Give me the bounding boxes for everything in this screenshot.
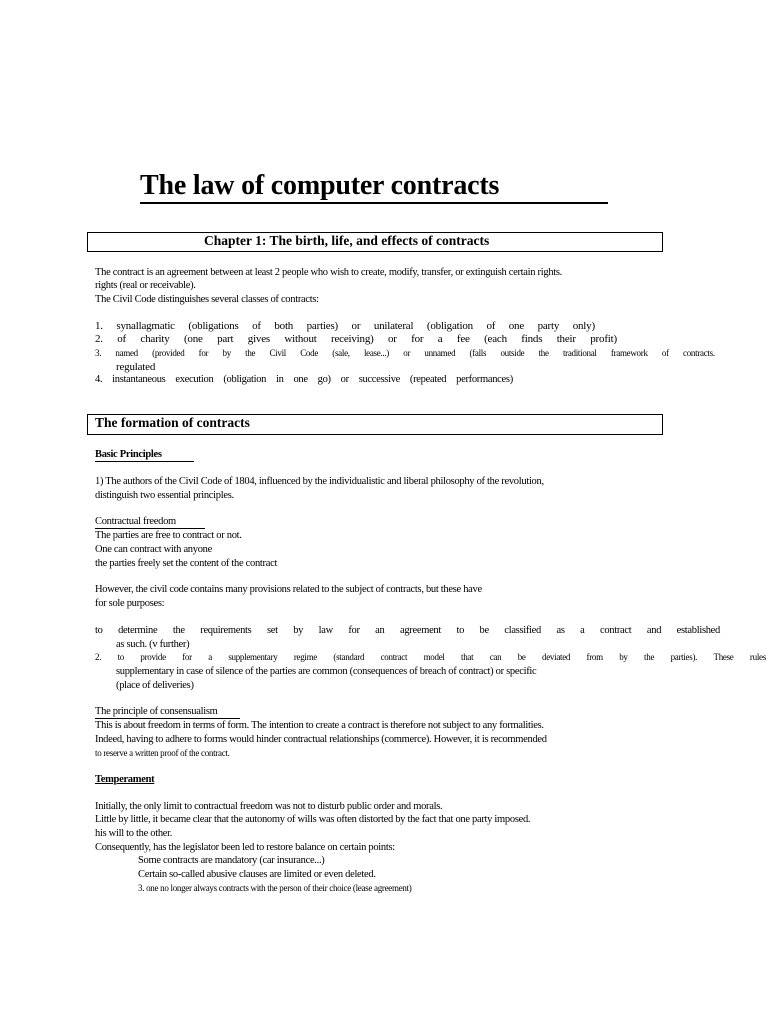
word: one <box>293 374 308 385</box>
word: Code <box>300 348 319 358</box>
word: of <box>252 320 261 332</box>
word: rules <box>749 652 766 662</box>
word: contracts. <box>683 348 715 358</box>
word: outside <box>500 348 525 358</box>
word: of <box>661 348 669 358</box>
word: agreement <box>399 625 441 636</box>
word: be <box>517 652 526 662</box>
word: deviated <box>542 652 571 662</box>
word: party <box>537 320 560 332</box>
consensualism-heading: The principle of consensualism <box>95 706 218 717</box>
formation-heading: The formation of contracts <box>95 415 250 430</box>
word: fee <box>456 333 470 345</box>
intro-line-2: rights (real or receivable). <box>95 280 196 291</box>
word: or <box>340 374 349 385</box>
word: of <box>117 333 127 345</box>
class-item-2 <box>95 333 617 345</box>
basic-principles-heading: Basic Principles <box>95 449 162 460</box>
temperament-line-3: his will to the other. <box>95 828 173 839</box>
word: for <box>198 348 209 358</box>
word: without <box>284 333 317 345</box>
point-item-1: Some contracts are mandatory (car insurance...) <box>138 855 325 866</box>
word: (obligation <box>426 320 473 332</box>
basic-principles-underline <box>95 461 194 462</box>
word: their <box>556 333 576 345</box>
word: requirements <box>200 625 252 636</box>
word: an <box>375 625 385 636</box>
word: (repeated <box>409 374 447 385</box>
word: model <box>423 652 445 662</box>
consensualism-line-1: This is about freedom in terms of form. The intention to create a contract is therefore not subject to any formalities. <box>95 720 544 731</box>
word: parties) <box>306 320 339 332</box>
word: as <box>556 625 565 636</box>
word: of <box>486 320 496 332</box>
word: These <box>713 652 734 662</box>
word: Civil <box>269 348 286 358</box>
point-item-3: 3. one no longer always contracts with the person of their choice (lease agreement) <box>138 883 412 893</box>
word: only) <box>572 320 595 332</box>
word: named <box>115 348 138 358</box>
word: (standard <box>333 652 365 662</box>
point-item-2: Certain so-called abusive clauses are limited or even deleted. <box>138 869 376 880</box>
word: (obligation <box>223 374 267 385</box>
purpose-item-2-continuation-2: (place of deliveries) <box>116 680 194 691</box>
word: to <box>117 652 124 662</box>
word: the <box>644 652 655 662</box>
authors-line-1: 1) The authors of the Civil Code of 1804, influenced by the individualistic and liberal philosophy of the revolution, <box>95 476 544 487</box>
title-underline <box>140 202 608 204</box>
word: be <box>479 625 489 636</box>
however-line-2: for sole purposes: <box>95 598 165 609</box>
purpose-item-2-continuation-1: supplementary in case of silence of the parties are common (consequences of breach of contract) or specific <box>116 666 537 677</box>
word: for <box>348 625 360 636</box>
word: profit) <box>590 333 617 345</box>
purpose-item-1 <box>95 625 720 636</box>
temperament-line-4: Consequently, has the legislator been led to restore balance on certain points: <box>95 842 395 853</box>
word: to <box>456 625 465 636</box>
document-title: The law of computer contracts <box>140 170 500 201</box>
word: charity <box>140 333 170 345</box>
word: receiving) <box>331 333 374 345</box>
word: traditional <box>562 348 597 358</box>
word: provide <box>140 652 166 662</box>
word: successive <box>358 374 401 385</box>
word: by <box>293 625 304 636</box>
word: established <box>676 625 720 636</box>
word: that <box>461 652 474 662</box>
word: contract <box>380 652 408 662</box>
word: (falls <box>469 348 487 358</box>
word: (sale, <box>332 348 350 358</box>
word: contract <box>599 625 632 636</box>
word: a <box>208 652 212 662</box>
word: unilateral <box>373 320 414 332</box>
word: part <box>217 333 234 345</box>
word: one <box>508 320 525 332</box>
word: the <box>538 348 549 358</box>
class-item-4 <box>95 374 513 385</box>
word: set <box>266 625 278 636</box>
contractual-freedom-underline <box>95 528 205 529</box>
word: gives <box>247 333 271 345</box>
word: (provided <box>152 348 185 358</box>
temperament-line-2: Little by little, it became clear that the autonomy of wills was often distorted by the fact that one party imposed. <box>95 814 531 825</box>
word: in <box>276 374 284 385</box>
word: synallagmatic <box>116 320 175 332</box>
word: 2. <box>95 652 102 662</box>
word: 1. <box>95 320 103 332</box>
consensualism-line-3: to reserve a written proof of the contract. <box>95 748 230 758</box>
however-line-1: However, the civil code contains many provisions related to the subject of contracts, but these have <box>95 584 482 595</box>
word: or <box>388 333 397 345</box>
intro-line-1: The contract is an agreement between at least 2 people who wish to create, modify, transfer, or extinguish certain rights. <box>95 267 562 278</box>
word: finds <box>521 333 543 345</box>
word: instantaneous <box>112 374 166 385</box>
class-item-1 <box>95 320 595 332</box>
word: or <box>403 348 411 358</box>
word: 3. <box>95 348 102 358</box>
word: a <box>437 333 443 345</box>
word: parties). <box>670 652 698 662</box>
word: a <box>580 625 585 636</box>
chapter-heading: Chapter 1: The birth, life, and effects of contracts <box>204 233 490 248</box>
purpose-item-2 <box>95 652 766 662</box>
word: (one <box>183 333 203 345</box>
word: to <box>95 625 103 636</box>
word: classified <box>504 625 541 636</box>
contractual-freedom-heading: Contractual freedom <box>95 516 176 527</box>
temperament-line-1: Initially, the only limit to contractual freedom was not to disturb public order and morals. <box>95 801 443 812</box>
word: from <box>586 652 603 662</box>
word: lease...) <box>363 348 390 358</box>
consensualism-underline <box>95 718 240 719</box>
word: 4. <box>95 374 103 385</box>
word: and <box>646 625 662 636</box>
word: both <box>274 320 294 332</box>
word: the <box>172 625 185 636</box>
word: execution <box>175 374 214 385</box>
word: the <box>245 348 256 358</box>
consensualism-line-2: Indeed, having to adhere to forms would hinder contractual relationships (commerce). However, it is recommended <box>95 734 547 745</box>
word: for <box>411 333 424 345</box>
freedom-line-1: The parties are free to contract or not. <box>95 530 242 541</box>
freedom-line-3: the parties freely set the content of the contract <box>95 558 278 569</box>
word: can <box>489 652 502 662</box>
word: performances) <box>456 374 513 385</box>
word: for <box>182 652 192 662</box>
word: law <box>318 625 333 636</box>
word: (each <box>484 333 507 345</box>
word: regime <box>293 652 317 662</box>
word: by <box>222 348 231 358</box>
freedom-line-2: One can contract with anyone <box>95 544 212 555</box>
class-item-3-continuation: regulated <box>116 361 156 373</box>
word: 2. <box>95 333 103 345</box>
authors-line-2: distinguish two essential principles. <box>95 490 234 501</box>
word: go) <box>317 374 331 385</box>
word: framework <box>610 348 648 358</box>
word: or <box>351 320 361 332</box>
class-item-3 <box>95 348 715 358</box>
word: (obligations <box>188 320 239 332</box>
word: unnamed <box>424 348 456 358</box>
temperament-heading: Temperament <box>95 774 155 785</box>
purpose-item-1-continuation: as such. (v further) <box>116 639 190 650</box>
word: determine <box>118 625 158 636</box>
word: supplementary <box>228 652 278 662</box>
word: by <box>619 652 628 662</box>
intro-line-3: The Civil Code distinguishes several classes of contracts: <box>95 294 319 305</box>
